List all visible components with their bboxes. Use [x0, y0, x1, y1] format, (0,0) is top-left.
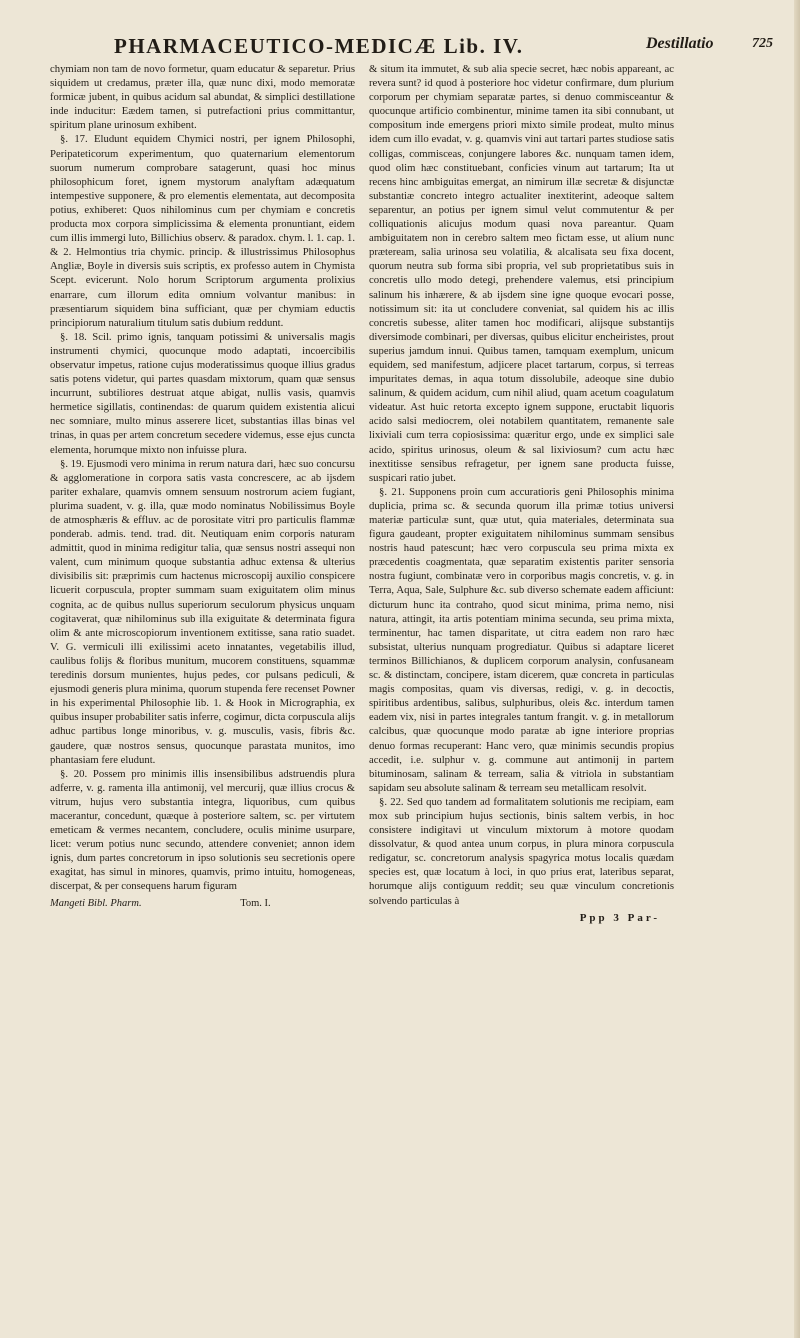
left-column [50, 62, 355, 925]
section-title: Destillatio [646, 35, 714, 52]
running-title: PHARMACEUTICO-MEDICÆ Lib. IV. [114, 34, 524, 58]
right-column [369, 62, 674, 925]
paragraph: & situm ita immutet, & sub alia specie secret, hæc nobis appareant, ac revera sunt? id quod à posteriore hoc videtur confirmare, dum plurium corporum per chymiam separatæ partes, si denuo commisceantur & quocunque artificio combinentur, minime tamen ita sibi connubant, ut compositum inde emergens priori mixto simile prodeat, multo minus idem cum illo evadat, v. g. quamvis vini aut tartari partes studiose satis colligas, commisceas, conjungere labores &c. nunquam tamen idem, quod olim hæc constituebant, conficies vinum aut tartarum; Ita ut recens hinc ambiguitas emergat, an nimirum illæ secretæ & disjunctæ substantiæ concreto integro actualiter inextiterint, adeoque saltem separentur, an potius per ignem simul velut commutentur & per colliquationis alicujus modum quasi nova pareantur. Quam ambiguitatem non in cerebro saltem meo fictam esse, ut alium nunc præteream, salia urinosa seu volatilia, & alcalisata seu fixa docent, quorum neutra sub forma sibi propria, vel sub proprietatibus suis in concretis ullo modo detegi, prehendere valemus, etsi principium salinum his inhærere, & ab ijsdem sine igne quoque evocari posse, notissimum sit: ita ut concludere conveniat, sal quidem his ac illis concretis subesse, aliter tamen hoc modificari, alijsque substantijs diversimode combinari, per diversas, quibus elicitur encheiristes, prout superius jamdum innui. Quibus tamen, tamquam exemplum, unicum equidem, sed manifestum, adjicere placet tartarum, corpus, si terreas impuritates demas, in aqua totum dissolubile, adeoque sine dubio salinum, & quidem acidum, cum nihil aliud, quam acetum coagulatum videatur. Ast huic retorta excepto ignem supponе, eructabit liquoris acido salsi mediocrem, olei notabilem quantitatem, remanente sale lixiviali cum terra copiosissima: quæritur ergo, unde ex simplici sale acido, spiritus urinosus, oleum & sal lixiviosum? cum actu hæc inextitisse sensibus refragetur, per ignem sane producta fuisse, suspicari ratio jubet. [369, 63, 674, 484]
page-edge-shadow [794, 0, 800, 1338]
catchword-left [50, 897, 355, 911]
text-columns [50, 62, 782, 925]
paragraph: §. 20. Possem pro minimis illis insensibilibus adstruendis plura adferre, v. g. ramenta illa antimonij, vel mercurij, quæ illius crocus & vitrum, hujus vero substantia integra, liquoribus, cum quibus macerantur, concedunt, quæque à posteriore saltem, sc. per virtutem emeticam & vermes necantem, concludere, oculis minime usurpare, licet: verum potius nunc secundo, attendere conveniet; annon idem ignis, dum partes concretorum in ipso solutionis seu secretionis opere exagitat, has simul in minores, quamvis, primo intuitu, homogeneas, discerpat, & per consequens harum figuram [50, 767, 355, 893]
paragraph: §. 18. Scil. primo ignis, tanquam potissimi & universalis magis instrumenti chymici, quocunque modo adaptati, incoercibilis observatur impetus, ratione cujus moderatissimus quoque illius gradus satis potens videtur, qui partes quasdam mixtorum, quam quæ sensus incurrunt, subtiliores destruat atque abigat, nullis vasis, quamvis hermetice sigillatis, continendas: de quarum quidem existentia alicui nec somniare, multo minus asserere licet, substantias illas binas vel trinas, in quas per artem concretum secedere videmus, esse ejus cuncta elementa, horumque mixto non infuisse plura. [50, 330, 355, 456]
paragraph: §. 21. Supponens proin cum accuratioris geni Philosophis minima duplicia, prima sc. & secunda quorum illa primæ totius universi materiæ particulæ sunt, quæ utut, quia materiales, determinata sua figura gaudeant, propter exiguitatem nihilominus summam sensibus nostris haud patescunt; hæc vero corpuscula seu prima mixta ex præcedentis coagmentata, quæ separatim existentis pariter sensoria nostra fugiunt, combinatæ vero in corporibus magis concretis, v. g. in Terra, Aqua, Sale, Sulphure &c. sub diverso schemate eadem afficiunt: dicturum hunc ita contraho, quod sicut minima, prima nemo, nisi natura, attingit, ita artis potentiam minima secunda, seu prima mixta, terminentur, hac tamen disparitate, ut citra eadem non raro hæc subsistat, ulterius nunquam progrediatur. Quibus si adaptare liceret terminos Billichianos, & duplicem corporum analysin, confusaneam sc. & distinctam, concipere, istam dicerem, quæ concreta in particulas magis compositas, quam vis diversas, redigi, v. g. in decoctis, spiritibus ardentibus, salibus, sulphuribus, oleis &c. interdum tamen eadem vix, nisi in partes integrales tantum frangit. v. g. in metallorum calcibus, quæ quocunque modo paratæ ab igne interiore proprias denuo formas recuperant: Hanc vero, quæ minimis secundis propius accedit, i.e. sulphur v. g. commune aut antimonij in partem bituminosam, salinam & terream, salia & vitriola in substantiam sapidam seu absolute salinam & terream seu metallicam resolvit. [369, 485, 674, 794]
page-number: 725 [752, 36, 773, 51]
paragraph: §. 19. Ejusmodi vero minima in rerum natura dari, hæc suo concursu & agglomeratione in corpora satis vasta concrescere, ac ab ijsdem pariter exhalare, quamvis omnem sensuum nostrorum aciem fugiant, plurima suadent, v. g. illa, quæ modo nominatus Nobilissimus Boyle de atmosphæris & effluv. ac de porositate vitri pro particulis flammæ ponderab. admis. tend. trad. dit. Neutiquam enim corporis naturam admittit, quod in minima redigitur talia, quæ sensus nostri assequi non valent, cum minimum quoque substantia adhuc extensa & ulterius divisibilis sit: præprimis cum hactenus microscopij auxilio conspicere licuerit corpuscula, propter summam suam exiguitatem olim minus cognita, ac de quibus nullus superiorum seculorum physicus unquam cogitaverat, quæ nihilominus sub illa exiguitate & determinata figura olim & ante microscopiorum inventionem extitisse, sana ratio suadet. V. G. vermiculi illi exilissimi aceto innatantes, vegetabilis illud, caulibus folijs & floribus munitum, mucorem constituens, squammæ teredinis dorsum munientes, hujus pedes, cor pulsans pediculi, & ejusmodi generis plura minima, quorum stupenda fere recenset Powner in his experimental Philosophie lib. 1. & Hook in Micrographia, ex quibus insuper probabiliter satis inferre, cogimur, dicta corpuscula alijs adhuc partibus longe minoribus, v. g. musculis, vasis, fibris &c. gaudere, quæ nostros sensus, quocunque parastata munitos, imo phantasiam fere eludunt. [50, 457, 355, 766]
signature-catchword: Ppp 3 Par- [579, 911, 660, 924]
page-header [50, 34, 782, 60]
book-short-title: Mangeti Bibl. Pharm. [50, 897, 142, 909]
paragraph: §. 22. Sed quo tandem ad formalitatem solutionis me recipiam, eam mox sub principium hujus sectionis, binis saltem verbis, in hoc consistere indigitavi ut vinculum mixtorum à motore quodam dissolvatur, & quod antea unum corpus, in plura minora corpuscula redigatur, sc. concretorum analysis spagyrica motus localis quædam species est, quæ locatum à loci, in quo prius erat, lateribus separat, horumque alijs contiguum reddit; seu quæ vinculum concretionis solvendo particulas à [369, 795, 674, 907]
paragraph: §. 17. Eludunt equidem Chymici nostri, per ignem Philosophi, Peripateticorum experimentum, quo quaternarium elementorum suorum numerum comprobare satagerunt, quasi hoc minus philosophicum foret, ignem mystorum analyftam adæquatum intempestive supponere, & pro elementis elementata, aut decomposita potius, exhiberet: Quos nihilominus cum per chymiam e concretis producta mox corpora simplicissima & elementa pronuntiant, eidem cum illis immergi luto, Billichius observ. & paradox. chym. l. 1. cap. 1. & 2. Helmontius tria chymic. princip. & illustrissimus Philosophus Angliæ, Boyle in diversis suis scriptis, ex professo autem in Chymista Scept. evicerunt. Nolo horum Scriptorum argumenta prolixius enarrare, cum illorum edita omnium volvantur manibus: in præsentiarum siquidem bina sufficiant, quæ per chymiam eductis principiorum naturalium titulum satis dubium reddunt. [50, 133, 355, 329]
volume-label: Tom. I. [240, 897, 271, 909]
paragraph: chymiam non tam de novo formetur, quam educatur & separetur. Prius siquidem ut credamus, præter illa, quæ nunc dixi, modo memoratæ formicæ jubent, in quibus acidum sal abundat, & simplici destillatione inde inducitur: Eædem tamen, si putrefactioni prius committantur, spiritum plane urinosum exhibent. [50, 63, 355, 132]
